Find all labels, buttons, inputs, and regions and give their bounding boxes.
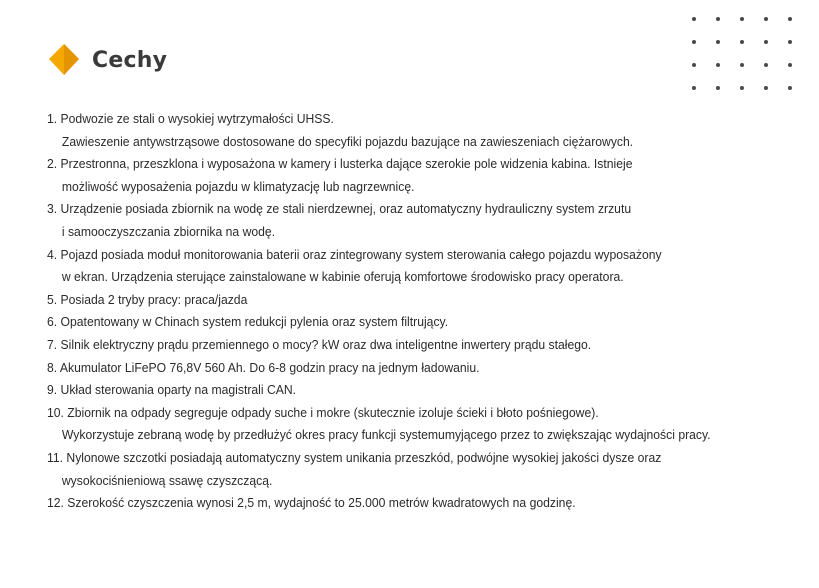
feature-item	[47, 311, 735, 334]
feature-line: 5. Posiada 2 tryby pracy: praca/jazda	[47, 291, 248, 307]
feature-line: 11. Nylonowe szczotki posiadają automatyczny system unikania przeszkód, podwójne wysokiej jakości dysze oraz	[47, 449, 662, 465]
dot	[764, 17, 768, 21]
feature-line: 12. Szerokość czyszczenia wynosi 2,5 m, wydajność to 25.000 metrów kwadratowych na godzinę.	[47, 495, 576, 511]
feature-item	[47, 447, 735, 470]
feature-line: 6. Opatentowany w Chinach system redukcji pylenia oraz system filtrujący.	[47, 314, 449, 330]
feature-line: 1. Podwozie ze stali o wysokiej wytrzymałości UHSS.	[47, 111, 334, 126]
feature-item	[47, 357, 735, 380]
feature-line: 3. Urządzenie posiada zbiornik na wodę ze stali nierdzewnej, oraz automatyczny hydrauliczny system zrzutu	[47, 201, 632, 217]
features-list	[47, 108, 787, 515]
feature-line-continued: w ekran. Urządzenia sterujące zainstalowane w kabinie oferują komfortowe środowisko pracy operatora.	[61, 269, 624, 285]
dot	[788, 17, 792, 21]
feature-line-continued: wysokociśnieniową ssawę czyszczącą.	[61, 472, 273, 488]
dot	[788, 63, 792, 67]
feature-line: 9. Układ sterowania oparty na magistrali CAN.	[47, 382, 297, 398]
dot	[692, 86, 696, 90]
dot	[788, 40, 792, 44]
dot	[692, 63, 696, 67]
dot	[716, 17, 720, 21]
feature-line: 7. Silnik elektryczny prądu przemiennego o mocy? kW oraz dwa inteligentne inwertery prądu stałego.	[47, 336, 592, 352]
feature-item-continuation	[47, 176, 735, 199]
feature-line-continued: Zawieszenie antywstrząsowe dostosowane do specyfiki pojazdu bazujące na zawieszeniach ciężarowych.	[61, 133, 634, 149]
dot	[764, 40, 768, 44]
feature-item	[47, 402, 735, 425]
feature-line: 2. Przestronna, przeszklona i wyposażona w kamery i lusterka dające szerokie pole widzenia kabina. Istnieje	[47, 156, 633, 172]
feature-item-continuation	[47, 266, 735, 289]
dot	[716, 86, 720, 90]
dot	[764, 86, 768, 90]
feature-item-continuation	[47, 470, 735, 493]
dot	[692, 17, 696, 21]
dot	[692, 40, 696, 44]
dot	[788, 86, 792, 90]
feature-item	[47, 198, 735, 221]
feature-item-continuation	[47, 221, 735, 244]
dot	[764, 63, 768, 67]
feature-line: 8. Akumulator LiFePO 76,8V 560 Ah. Do 6-8 godzin pracy na jednym ładowaniu.	[47, 359, 480, 375]
feature-item	[47, 334, 735, 357]
section-header	[48, 42, 167, 78]
feature-line: 10. Zbiornik na odpady segreguje odpady suche i mokre (skutecznie izoluje ścieki i błoto pośniegowe).	[47, 404, 599, 420]
feature-line: 4. Pojazd posiada moduł monitorowania baterii oraz zintegrowany system sterowania całego pojazdu wyposażony	[47, 246, 662, 262]
feature-item	[47, 379, 735, 402]
feature-item	[47, 492, 735, 515]
dot	[740, 86, 744, 90]
feature-item	[47, 108, 735, 131]
dot	[740, 63, 744, 67]
feature-line-continued: i samooczyszczania zbiornika na wodę.	[61, 223, 276, 239]
dots-grid-decoration	[692, 17, 804, 99]
feature-line-continued: możliwość wyposażenia pojazdu w klimatyzację lub nagrzewnicę.	[61, 178, 415, 194]
feature-item	[47, 153, 735, 176]
dot	[716, 40, 720, 44]
dot	[740, 40, 744, 44]
page-title: Cechy	[92, 47, 168, 73]
orange-diamond-icon	[48, 42, 84, 78]
feature-item-continuation	[47, 131, 735, 154]
dot	[716, 63, 720, 67]
feature-item	[47, 289, 735, 312]
feature-item-continuation	[47, 424, 735, 447]
feature-item	[47, 244, 735, 267]
feature-line-continued: Wykorzystuje zebraną wodę by przedłużyć okres pracy funkcji systemumyjącego przez to zwiększając wydajności pracy.	[61, 427, 711, 443]
dot	[740, 17, 744, 21]
